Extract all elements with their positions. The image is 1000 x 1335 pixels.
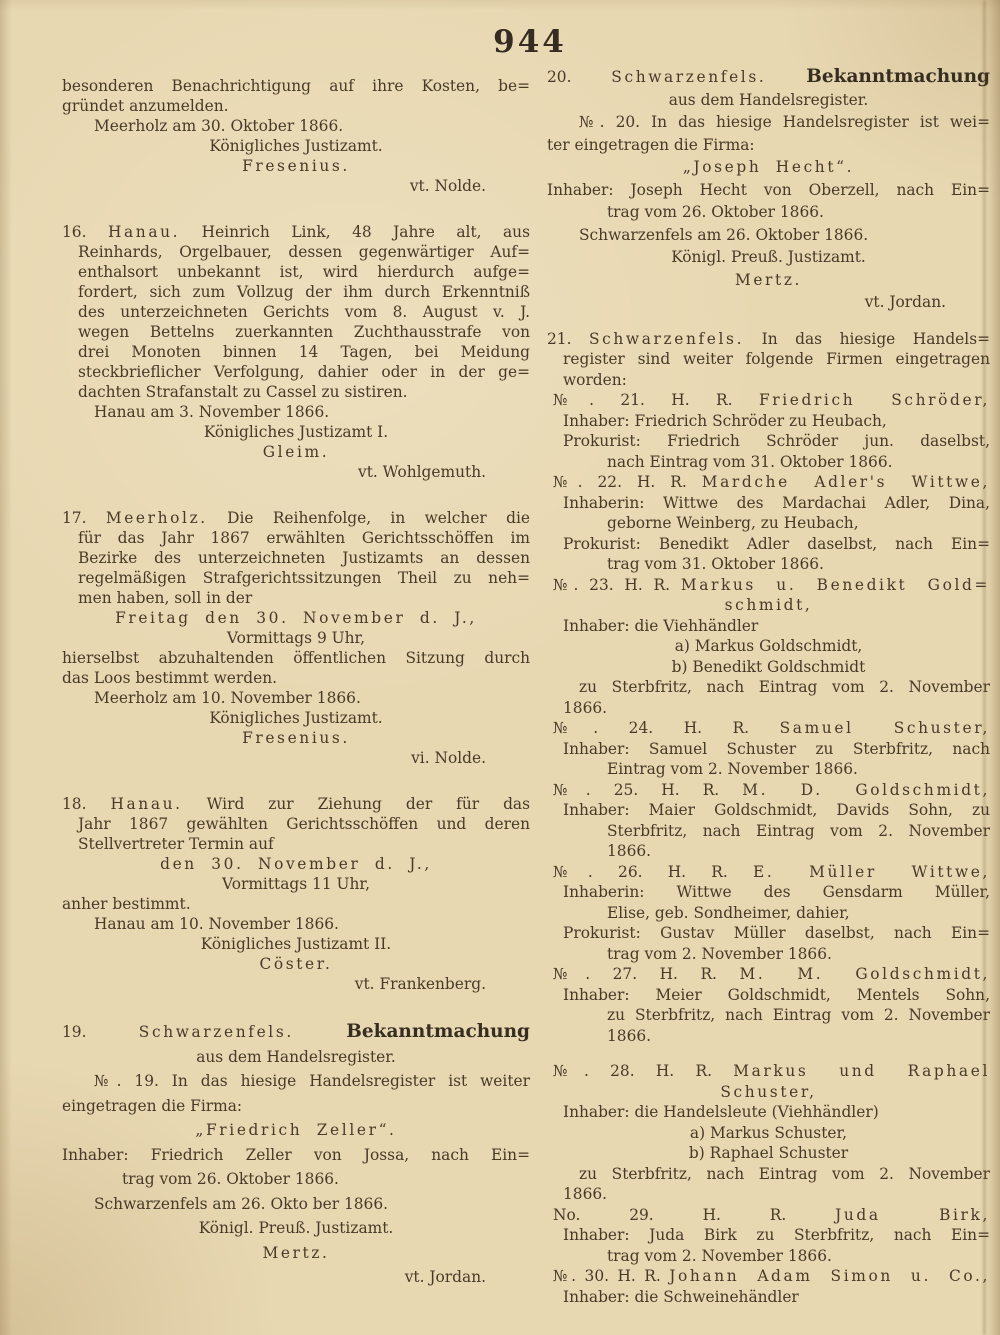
- text-line: [547, 179, 990, 202]
- text-segment: Inhaber: Maier Goldschmidt, Davids Sohn, zu: [563, 801, 990, 819]
- text-segment: M. M. Goldschmidt,: [739, 965, 991, 983]
- text-segment: zu Sterbfritz, nach Eintrag vom 2. November: [607, 1006, 990, 1024]
- text-line: [62, 668, 530, 688]
- text-line: [547, 431, 990, 452]
- text-segment: Schwarzenfels.: [138, 1023, 294, 1041]
- text-segment: Inhaber: Samuel Schuster zu Sterbfritz, nach: [563, 739, 990, 758]
- text-line: [62, 608, 530, 628]
- text-segment: 1866.: [607, 1026, 652, 1045]
- text-segment: E. Müller Wittwe,: [753, 862, 990, 881]
- text-segment: 1866.: [563, 698, 608, 717]
- text-segment: Vormittags 9 Uhr,: [226, 629, 366, 647]
- text-line: [547, 1026, 990, 1047]
- text-line: [547, 944, 990, 965]
- text-segment: Stellvertreter Termin auf: [78, 835, 274, 853]
- text-segment: schmidt,: [724, 596, 813, 614]
- text-line: [547, 1005, 990, 1026]
- text-line: [547, 134, 990, 157]
- page-number: 944: [493, 24, 567, 60]
- text-line: [547, 718, 990, 739]
- text-line: [547, 1287, 990, 1308]
- text-line: [62, 728, 530, 748]
- text-line: [62, 1094, 530, 1119]
- text-segment: Inhaber: Meier Goldschmidt, Mentels Sohn,: [563, 985, 990, 1004]
- text-line: [547, 800, 990, 821]
- text-line: [62, 1143, 530, 1168]
- text-line: [547, 1082, 990, 1103]
- text-segment: Cöster.: [259, 955, 333, 973]
- text-segment: geborne Weinberg, zu Heubach,: [607, 514, 859, 532]
- text-line: [62, 136, 530, 156]
- text-segment: anher bestimmt.: [62, 895, 191, 913]
- text-line: [62, 262, 530, 282]
- text-line: [62, 794, 530, 814]
- text-segment: Meerholz am 10. November 1866.: [94, 689, 361, 707]
- text-segment: In das hiesige Handels=: [744, 329, 990, 348]
- text-segment: besonderen Benachrichtigung auf ihre Kosten, be=: [62, 77, 530, 95]
- text-segment: Vormittags 11 Uhr,: [222, 875, 370, 893]
- text-line: [547, 1205, 990, 1226]
- text-segment: №. 22. H. R.: [553, 473, 702, 491]
- text-line: [547, 246, 990, 269]
- text-segment: drei Monoten binnen 14 Tagen, bei Meidung: [78, 343, 530, 361]
- text-line: [547, 903, 990, 924]
- text-segment: [766, 68, 806, 86]
- text-line: [547, 739, 990, 760]
- text-segment: vi. Nolde.: [411, 749, 486, 767]
- text-segment: regelmäßigen Strafgerichtssitzungen Theil zu neh=: [78, 569, 530, 587]
- text-line: [62, 1020, 530, 1045]
- page-fold-crease: [983, 0, 986, 1335]
- text-line: [547, 1143, 990, 1164]
- text-line: [547, 964, 990, 985]
- text-segment: Mertz.: [734, 270, 803, 289]
- text-segment: enthalsort unbekannt ist, wird hierdurch aufge=: [78, 263, 530, 281]
- text-segment: Königliches Justizamt I.: [203, 423, 389, 441]
- text-segment: Heinrich Link, 48 Jahre alt, aus: [180, 223, 530, 241]
- text-line: [547, 452, 990, 473]
- text-line: [547, 224, 990, 247]
- text-line: [547, 1061, 990, 1082]
- text-line: [547, 472, 990, 493]
- text-segment: für das Jahr 1867 erwählten Gerichtsschöffen im: [78, 529, 530, 547]
- text-line: [547, 759, 990, 780]
- text-line: [547, 1266, 990, 1287]
- text-line: [62, 568, 530, 588]
- text-line: [547, 1246, 990, 1267]
- notice-16-hanau-heinrich-link: [62, 222, 530, 482]
- text-segment: Prokurist: Friedrich Schröder jun. daselbst,: [563, 432, 990, 450]
- text-line: [62, 302, 530, 322]
- text-segment: gründet anzumelden.: [62, 97, 229, 115]
- text-segment: „Joseph Hecht“.: [682, 158, 855, 176]
- text-line: [62, 748, 530, 768]
- text-line: [547, 411, 990, 432]
- text-segment: Hanau am 10. November 1866.: [94, 915, 339, 933]
- text-segment: Inhaber: die Handelsleute (Viehhändler): [563, 1103, 879, 1121]
- text-segment: Hanau.: [110, 795, 183, 813]
- text-line: [547, 677, 990, 698]
- text-line: [547, 329, 990, 350]
- notice-21-firms-28-to-30: [547, 1061, 990, 1307]
- text-segment: Schwarzenfels.: [589, 329, 745, 348]
- text-line: [547, 985, 990, 1006]
- text-line: [62, 914, 530, 934]
- text-line: [62, 528, 530, 548]
- text-segment: Mardche Adler's Wittwe,: [701, 473, 991, 491]
- text-segment: b) Raphael Schuster: [688, 1144, 849, 1162]
- text-segment: Johann Adam Simon u. Co.,: [669, 1267, 991, 1285]
- text-line: [62, 708, 530, 728]
- text-segment: zu Sterbfritz, nach Eintrag vom 2. November: [579, 1164, 990, 1183]
- text-segment: Schwarzenfels am 26. Oktober 1866.: [579, 225, 869, 244]
- text-segment: №. 26. H. R.: [553, 862, 754, 881]
- text-segment: worden:: [563, 370, 627, 389]
- text-line: [547, 349, 990, 370]
- text-line: [62, 1192, 530, 1217]
- text-segment: Elise, geb. Sondheimer, dahier,: [607, 903, 850, 922]
- notice-18-hanau-ziehung: [62, 794, 530, 994]
- text-segment: des unterzeichneten Gerichts vom 8. August v. J.: [78, 303, 530, 321]
- text-line: [62, 1241, 530, 1266]
- text-segment: 16.: [62, 223, 108, 241]
- text-line: [547, 554, 990, 575]
- text-line: [547, 821, 990, 842]
- bold-heading-text: Bekanntmachung: [346, 1021, 530, 1042]
- text-line: [62, 834, 530, 854]
- text-line: [62, 462, 530, 482]
- text-segment: Fresenius.: [242, 157, 350, 175]
- text-line: [62, 1045, 530, 1070]
- text-segment: vt. Wohlgemuth.: [358, 463, 486, 481]
- text-segment: Königliches Justizamt.: [209, 709, 383, 727]
- notice-17-meerholz-gerichtsschoeffen: [62, 508, 530, 768]
- text-segment: das Loos bestimmt werden.: [62, 669, 277, 687]
- text-segment: vt. Jordan.: [404, 1268, 486, 1286]
- text-line: [62, 1265, 530, 1290]
- text-segment: Wird zur Ziehung der für das: [182, 795, 531, 813]
- text-line: [62, 628, 530, 648]
- text-segment: 20.: [547, 68, 612, 86]
- text-line: [62, 116, 530, 136]
- text-line: [547, 66, 990, 89]
- text-segment: Inhaber: Joseph Hecht von Oberzell, nach Ein=: [547, 180, 990, 199]
- text-line: [547, 89, 990, 112]
- text-segment: Prokurist: Benedikt Adler daselbst, nach Ein=: [563, 534, 990, 553]
- text-segment: Prokurist: Gustav Müller daselbst, nach Ein=: [563, 924, 990, 942]
- text-segment: Meerholz.: [105, 509, 208, 527]
- text-segment: №. 27. H. R.: [553, 965, 740, 983]
- text-segment: Königl. Preuß. Justizamt.: [198, 1219, 394, 1237]
- text-line: [547, 291, 990, 314]
- text-segment: №. 25. H. R.: [553, 780, 743, 799]
- text-line: [547, 513, 990, 534]
- text-line: [62, 548, 530, 568]
- text-line: [547, 862, 990, 883]
- text-segment: Die Reihenfolge, in welcher die: [207, 509, 530, 527]
- text-line: [547, 156, 990, 179]
- text-segment: wegen Bettelns zuerkannten Zuchthausstrafe von: [78, 323, 530, 341]
- text-line: [62, 934, 530, 954]
- text-segment: №. 21. H. R.: [553, 391, 759, 409]
- text-segment: Friedrich Schröder,: [758, 391, 990, 409]
- text-segment: Königl. Preuß. Justizamt.: [671, 248, 866, 266]
- text-line: [62, 1069, 530, 1094]
- text-segment: Jahr 1867 gewählten Gerichtsschöffen und deren: [78, 815, 530, 833]
- text-segment: trag vom 2. November 1866.: [607, 1246, 832, 1265]
- text-line: [62, 156, 530, 176]
- text-segment: Juda Birk,: [835, 1205, 990, 1224]
- text-segment: trag vom 2. November 1866.: [607, 944, 832, 963]
- text-segment: vt. Jordan.: [864, 293, 946, 311]
- text-segment: fordert, sich zum Vollzug der ihm durch Erkenntniß: [78, 283, 530, 301]
- text-line: [62, 282, 530, 302]
- text-segment: Königliches Justizamt II.: [200, 935, 392, 953]
- text-line: [62, 242, 530, 262]
- text-segment: №. 30. H. R.: [553, 1267, 670, 1285]
- notice-21-schwarzenfels-handelsregister-firms: [547, 329, 990, 1047]
- text-segment: trag vom 26. Oktober 1866.: [122, 1170, 339, 1188]
- text-segment: ter eingetragen die Firma:: [547, 135, 755, 154]
- text-line: [62, 954, 530, 974]
- text-line: [547, 575, 990, 596]
- text-line: [547, 1123, 990, 1144]
- bold-heading-text: Bekanntmachung: [806, 66, 990, 87]
- notice-19-schwarzenfels-friedrich-zeller: [62, 1020, 530, 1290]
- text-line: [62, 422, 530, 442]
- text-segment: 1866.: [607, 842, 652, 860]
- text-line: [547, 1184, 990, 1205]
- text-segment: Bezirke des unterzeichneten Justizamts an dessen: [78, 549, 530, 567]
- text-line: [62, 342, 530, 362]
- text-segment: Markus u. Benedikt Gold=: [680, 575, 990, 594]
- text-line: [547, 616, 990, 637]
- text-segment: [294, 1023, 346, 1041]
- notice-20-schwarzenfels-joseph-hecht: [547, 66, 990, 314]
- text-line: [62, 688, 530, 708]
- column-right: [547, 66, 990, 1322]
- text-line: [62, 1216, 530, 1241]
- text-segment: M. D. Goldschmidt,: [742, 780, 990, 799]
- text-line: [62, 894, 530, 914]
- text-line: [62, 588, 530, 608]
- text-segment: №. 24. H. R.: [553, 719, 780, 737]
- text-line: [62, 874, 530, 894]
- text-line: [547, 493, 990, 514]
- text-segment: eingetragen die Firma:: [62, 1096, 243, 1115]
- text-line: [62, 362, 530, 382]
- text-line: [62, 814, 530, 834]
- text-segment: 21.: [547, 329, 589, 348]
- text-line: [62, 974, 530, 994]
- text-line: [547, 1225, 990, 1246]
- text-segment: Königliches Justizamt.: [209, 137, 383, 155]
- text-segment: Inhaberin: Wittwe des Mardachai Adler, Dina,: [563, 493, 990, 512]
- text-segment: №. 19. In das hiesige Handelsregister ist weiter: [94, 1072, 530, 1090]
- text-segment: Schuster,: [720, 1082, 817, 1101]
- text-segment: Samuel Schuster,: [779, 719, 991, 737]
- text-line: [547, 370, 990, 391]
- text-segment: b) Benedikt Goldschmidt: [671, 657, 866, 676]
- text-segment: trag vom 31. Oktober 1866.: [607, 555, 824, 573]
- text-line: [547, 698, 990, 719]
- text-segment: Mertz.: [262, 1243, 330, 1262]
- text-line: [62, 1118, 530, 1143]
- text-segment: men haben, soll in der: [78, 589, 253, 607]
- text-segment: Eintrag vom 2. November 1866.: [607, 760, 858, 778]
- text-segment: Schwarzenfels am 26. Okto ber 1866.: [94, 1194, 389, 1213]
- text-segment: a) Markus Schuster,: [689, 1123, 848, 1142]
- text-segment: Inhaber: die Schweinehändler: [563, 1287, 799, 1306]
- text-line: [62, 854, 530, 874]
- text-line: [547, 1164, 990, 1185]
- text-segment: den 30. November d. J.,: [160, 855, 432, 873]
- text-segment: a) Markus Goldschmidt,: [674, 637, 863, 655]
- text-segment: Inhaber: Friedrich Zeller von Jossa, nach Ein=: [62, 1145, 530, 1164]
- text-segment: Fresenius.: [242, 729, 350, 747]
- text-line: [62, 402, 530, 422]
- text-segment: aus dem Handelsregister.: [668, 90, 869, 109]
- text-segment: nach Eintrag vom 31. Oktober 1866.: [607, 452, 893, 471]
- text-segment: trag vom 26. Oktober 1866.: [607, 203, 824, 221]
- text-line: [62, 382, 530, 402]
- text-segment: 17.: [62, 509, 106, 527]
- text-segment: Inhaber: Juda Birk zu Sterbfritz, nach Ein=: [563, 1226, 990, 1244]
- text-line: [62, 176, 530, 196]
- text-segment: No. 29. H. R.: [553, 1205, 836, 1224]
- text-segment: hierselbst abzuhaltenden öffentlichen Sitzung durch: [62, 649, 530, 667]
- text-segment: Schwarzenfels.: [611, 68, 767, 86]
- text-line: [62, 222, 530, 242]
- notice-15-continuation-meerholz: [62, 76, 530, 196]
- text-line: [547, 923, 990, 944]
- text-segment: Hanau.: [107, 223, 181, 241]
- text-segment: steckbrieflicher Verfolgung, dahier oder in der ge=: [78, 363, 530, 381]
- text-line: [547, 390, 990, 411]
- text-line: [547, 269, 990, 292]
- text-line: [547, 1102, 990, 1123]
- text-line: [547, 841, 990, 862]
- text-line: [62, 508, 530, 528]
- text-segment: Inhaber: die Viehhändler: [563, 616, 759, 635]
- text-segment: register sind weiter folgende Firmen eingetragen: [563, 350, 990, 368]
- text-line: [547, 657, 990, 678]
- text-line: [62, 442, 530, 462]
- text-segment: Freitag den 30. November d. J.,: [115, 609, 477, 627]
- text-line: [62, 76, 530, 96]
- text-line: [62, 96, 530, 116]
- text-segment: Hanau am 3. November 1866.: [94, 403, 330, 421]
- text-segment: 1866.: [563, 1185, 608, 1203]
- text-segment: Inhaber: Friedrich Schröder zu Heubach,: [563, 411, 887, 430]
- text-line: [62, 322, 530, 342]
- text-segment: №. 28. H. R.: [553, 1062, 734, 1080]
- text-segment: Sterbfritz, nach Eintrag vom 2. November: [607, 821, 990, 840]
- text-segment: Gleim.: [262, 443, 330, 461]
- text-segment: aus dem Handelsregister.: [196, 1047, 396, 1066]
- text-segment: vt. Frankenberg.: [354, 975, 486, 993]
- text-line: [547, 111, 990, 134]
- text-segment: №. 23. H. R.: [553, 575, 681, 594]
- text-line: [547, 534, 990, 555]
- text-segment: vt. Nolde.: [409, 177, 486, 195]
- column-left: [62, 76, 530, 1316]
- text-segment: 18.: [62, 795, 111, 813]
- text-segment: Reinhards, Orgelbauer, dessen gegenwärtiger Auf=: [78, 243, 530, 261]
- text-segment: „Friedrich Zeller“.: [195, 1121, 397, 1139]
- text-line: [547, 882, 990, 903]
- text-segment: 19.: [62, 1023, 139, 1041]
- text-segment: Inhaberin: Wittwe des Gensdarm Müller,: [563, 883, 990, 901]
- text-line: [547, 201, 990, 224]
- text-segment: №. 20. In das hiesige Handelsregister ist wei=: [579, 113, 990, 131]
- text-line: [62, 1167, 530, 1192]
- text-line: [62, 648, 530, 668]
- text-line: [547, 636, 990, 657]
- text-line: [547, 780, 990, 801]
- text-segment: Markus und Raphael: [733, 1062, 990, 1080]
- text-line: [547, 595, 990, 616]
- text-segment: Meerholz am 30. Oktober 1866.: [94, 117, 344, 135]
- text-segment: zu Sterbfritz, nach Eintrag vom 2. November: [579, 678, 990, 696]
- text-segment: dachten Strafanstalt zu Cassel zu sistiren.: [78, 383, 408, 401]
